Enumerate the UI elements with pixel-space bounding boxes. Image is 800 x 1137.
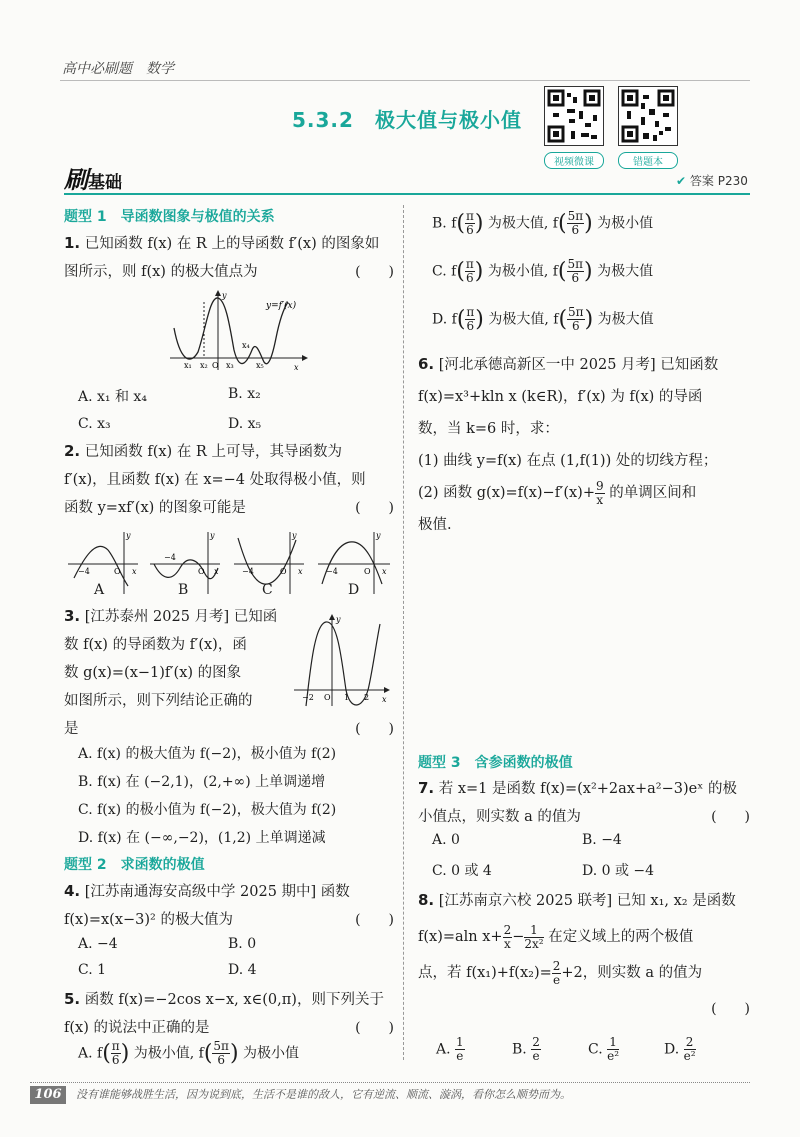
q5-option-c[interactable]: C. f( $\frac{\pi}{6}$ ) 为极小值, f( $\frac{5\pi}{6}$ ) 为极大值	[432, 257, 654, 285]
q1-number: 1.	[64, 234, 81, 252]
q4-option-d[interactable]: D. 4	[228, 962, 257, 978]
q8-line1: [江苏南京六校 2025 联考] 已知 x₁, x₂ 是函数	[438, 893, 736, 909]
q7-option-d[interactable]: D. 0 或 −4	[582, 863, 655, 879]
q2-b-x: x	[214, 567, 219, 576]
q5-c-frac2: $\frac{5\pi}{6}$	[567, 257, 584, 285]
q1-tick-x2: x₂	[200, 361, 208, 370]
q8-line2-pre: f(x)=aln x+	[418, 929, 503, 945]
q2-a-x: x	[132, 567, 137, 576]
q2-a-tick: −4	[78, 567, 90, 576]
q1-options	[78, 386, 388, 432]
q7-line2: 小值点，则实数 a 的值为	[418, 809, 581, 825]
q6-frac: $\frac{9}{x}$	[596, 478, 604, 507]
q2-option-a[interactable]: A	[94, 582, 105, 598]
q5-b-mid: 为极大值, f	[483, 215, 558, 232]
q7-option-a[interactable]: A. 0	[432, 832, 460, 848]
question-7	[418, 774, 750, 831]
topic-1-title: 题型 1 导函数图象与极值的关系	[64, 209, 275, 225]
q2-line3: 函数 y=xf′(x) 的图象可能是	[64, 500, 246, 516]
q2-d-x: x	[382, 567, 387, 576]
q2-graphs	[64, 528, 394, 598]
q5-answer-blank[interactable]: ( )	[355, 1020, 394, 1036]
q2-line1: 已知函数 f(x) 在 R 上可导，其导函数为	[84, 444, 342, 460]
q4-option-b[interactable]: B. 0	[228, 936, 257, 952]
check-icon: ✔	[676, 174, 687, 188]
q5-option-a[interactable]: A. f( $\frac{\pi}{6}$ ) 为极小值, f( $\frac{5\pi}{6}$ ) 为极小值	[78, 1039, 299, 1067]
q3-graph	[292, 614, 392, 708]
qr-wrong-label: 错题本	[618, 152, 678, 169]
answer-ref	[676, 172, 748, 189]
q7-line1: 若 x=1 是函数 f(x)=(x²+2ax+a²−3)eˣ 的极	[438, 781, 737, 797]
q2-answer-blank[interactable]: ( )	[355, 500, 394, 516]
q6-line5-pre: (2) 函数 g(x)=f(x)−f′(x)+	[418, 485, 595, 501]
q5-a-mid: 为极小值, f	[129, 1045, 204, 1062]
q8-option-b[interactable]: B. $\frac{2}{e}$	[512, 1035, 540, 1063]
q8-frac3: $\frac{2}{e}$	[552, 958, 561, 987]
q1-tick-x1: x₁	[184, 361, 192, 370]
q8-line2-mid: −	[512, 929, 525, 945]
q3-tick-1: 1	[344, 693, 350, 702]
q7-option-b[interactable]: B. −4	[582, 832, 622, 848]
q1-option-a[interactable]: A. x₁ 和 x₄	[78, 389, 147, 405]
q3-line1: [江苏泰州 2025 月考] 已知函	[84, 609, 278, 625]
header-divider	[60, 80, 750, 81]
q8-option-c[interactable]: C. $\frac{1}{\text{e²}}$	[588, 1035, 620, 1063]
q1-option-b[interactable]: B. x₂	[228, 386, 261, 402]
q3-tick-neg2: −2	[302, 693, 314, 702]
q5-option-d[interactable]: D. f( $\frac{\pi}{6}$ ) 为极大值, f( $\frac{5\pi}{6}$ ) 为极大值	[432, 305, 654, 333]
qr-code-icon	[618, 86, 678, 146]
q3-line3: 数 g(x)=(x−1)f′(x) 的图象	[64, 665, 242, 681]
q3-tick-2: 2	[364, 693, 370, 702]
q5-d-pre: D. f	[432, 311, 457, 328]
q2-d-o: O	[364, 567, 371, 576]
q2-a-y: y	[126, 531, 131, 540]
q6-answer-area[interactable]	[418, 540, 750, 740]
q3-number: 3.	[64, 607, 81, 625]
q4-option-c[interactable]: C. 1	[78, 962, 107, 978]
qr-video-label: 视频微课	[544, 152, 604, 169]
q1-tick-x4: x₄	[242, 341, 250, 350]
section-banner	[64, 160, 150, 194]
q5-c-pre: C. f	[432, 263, 457, 280]
q5-b-post: 为极小值	[592, 215, 654, 232]
question-2	[64, 437, 394, 522]
q6-line5-post: 的单调区间和	[604, 485, 697, 501]
q4-number: 4.	[64, 882, 81, 900]
qr-wrong[interactable]	[618, 86, 678, 169]
qr-code-icon	[544, 86, 604, 146]
q2-d-y: y	[376, 531, 381, 540]
q4-line1: [江苏南通海安高级中学 2025 期中] 函数	[84, 884, 350, 900]
q2-c-tick: −4	[242, 567, 254, 576]
q3-option-a[interactable]: A. f(x) 的极大值为 f(−2)，极小值为 f(2)	[78, 746, 337, 762]
q2-a-o: O	[114, 567, 121, 576]
q1-tick-x3: x₃	[226, 361, 234, 370]
q5-b-pre: B. f	[432, 215, 457, 232]
q5-c-frac1: $\frac{\pi}{6}$	[465, 257, 474, 285]
footer-rule	[30, 1082, 750, 1083]
q2-b-tick: −4	[164, 553, 176, 562]
q5-option-b[interactable]: B. f( $\frac{\pi}{6}$ ) 为极大值, f( $\frac{5\pi}{6}$ ) 为极小值	[432, 209, 654, 237]
q5-d-frac1: $\frac{\pi}{6}$	[466, 305, 475, 333]
answer-ref-text: 答案 P230	[689, 174, 748, 188]
q1-tick-o: O	[212, 361, 219, 370]
q5-d-post: 为极大值	[593, 311, 654, 328]
q8-option-a[interactable]: A. $\frac{1}{e}$	[436, 1035, 464, 1063]
q2-line2: f′(x)，且函数 f(x) 在 x=−4 处取得极小值，则	[64, 472, 366, 488]
banner-rule	[64, 193, 750, 195]
q6-line3: 数，当 k=6 时，求：	[418, 421, 559, 437]
q8-options	[436, 1036, 746, 1063]
question-1	[64, 229, 394, 286]
q2-c-x: x	[298, 567, 303, 576]
q4-option-a[interactable]: A. −4	[78, 936, 118, 952]
q3-line4: 如图所示，则下列结论正确的	[64, 693, 253, 709]
topic-3-title: 题型 3 含参函数的极值	[418, 755, 573, 771]
q5-line1: 函数 f(x)=−2cos x−x, x∈(0,π)，则下列关于	[84, 992, 384, 1008]
q5-c-post: 为极大值	[592, 263, 654, 280]
q2-c-y: y	[292, 531, 297, 540]
q5-d-mid: 为极大值, f	[483, 311, 559, 328]
q6-line1: [河北承德高新区一中 2025 月考] 已知函数	[438, 357, 719, 373]
footer-motto: 没有谁能够战胜生活，因为说到底，生活不是谁的敌人，它有逆流、顺流、漩涡，看你怎么顺势而为。	[76, 1088, 571, 1101]
q3-tick-o: O	[324, 693, 331, 702]
question-8	[418, 882, 750, 1027]
q5-a-post: 为极小值	[238, 1045, 299, 1062]
q1-line1: 已知函数 f(x) 在 R 上的导函数 f′(x) 的图象如	[84, 236, 380, 252]
q8-line3-pre: 点，若 f(x₁)+f(x₂)=	[418, 965, 552, 981]
q3-line5: 是	[64, 721, 79, 737]
q2-option-d[interactable]: D	[348, 582, 360, 598]
section-title: 5.3.2 极大值与极小值	[292, 108, 522, 132]
column-divider	[403, 205, 404, 1060]
q2-d-tick: −4	[326, 567, 338, 576]
q2-b-o: O	[198, 567, 205, 576]
q5-a-frac1: $\frac{\pi}{6}$	[111, 1039, 120, 1067]
q5-d-frac2: $\frac{5\pi}{6}$	[568, 305, 584, 333]
banner-brush: 刷	[64, 166, 88, 194]
q1-tick-x5: x₅	[256, 361, 264, 370]
q3-answer-blank[interactable]: ( )	[355, 721, 394, 737]
q7-option-c[interactable]: C. 0 或 4	[432, 863, 492, 879]
q5-line2: f(x) 的说法中正确的是	[64, 1020, 210, 1036]
page-number: 106	[30, 1086, 66, 1104]
q8-frac2: $\frac{1}{\text{2x²}}$	[524, 922, 544, 951]
q5-a-pre: A. f	[78, 1045, 103, 1062]
q5-a-frac2: $\frac{5\pi}{6}$	[213, 1039, 229, 1067]
q5-b-frac2: $\frac{5\pi}{6}$	[567, 209, 584, 237]
q2-option-c[interactable]: C	[262, 582, 273, 598]
banner-basic: 基础	[88, 173, 122, 193]
q5-c-mid: 为极小值, f	[483, 263, 558, 280]
question-4	[64, 877, 394, 934]
book-title: 高中必刷题 数学	[62, 61, 174, 77]
topic-2-title: 题型 2 求函数的极值	[64, 857, 205, 873]
q3-option-c[interactable]: C. f(x) 的极小值为 f(−2)，极大值为 f(2)	[78, 802, 337, 818]
q3-option-b[interactable]: B. f(x) 在 (−2,1)，(2,+∞) 上单调递增	[78, 774, 326, 790]
q5-number: 5.	[64, 990, 81, 1008]
q2-b-y: y	[210, 531, 215, 540]
q3-axis-x: x	[382, 695, 387, 704]
q1-answer-blank[interactable]: ( )	[355, 264, 394, 280]
q3-options	[78, 740, 398, 852]
q4-options	[78, 936, 388, 978]
q6-line4: (1) 曲线 y=f(x) 在点 (1,f(1)) 处的切线方程；	[418, 453, 718, 469]
q8-number: 8.	[418, 891, 435, 909]
question-6	[418, 348, 750, 541]
question-5	[64, 985, 394, 1042]
q4-line2: f(x)=x(x−3)² 的极大值为	[64, 912, 233, 928]
q1-line2: 图所示，则 f(x) 的极大值点为	[64, 264, 258, 280]
q1-graph	[168, 288, 310, 372]
q2-option-b[interactable]: B	[178, 582, 189, 598]
q4-answer-blank[interactable]: ( )	[355, 912, 394, 928]
q8-line2-post: 在定义域上的两个极值	[543, 929, 694, 945]
q5-b-frac1: $\frac{\pi}{6}$	[465, 209, 474, 237]
q1-option-c[interactable]: C. x₃	[78, 416, 111, 432]
q8-option-d[interactable]: D. $\frac{2}{\text{e²}}$	[664, 1035, 696, 1063]
q2-number: 2.	[64, 442, 81, 460]
q7-number: 7.	[418, 779, 435, 797]
q3-line2: 数 f(x) 的导函数为 f′(x)，函	[64, 637, 247, 653]
q1-axis-x: x	[294, 363, 299, 372]
q3-axis-y: y	[336, 615, 341, 624]
q7-options	[432, 832, 742, 880]
q8-frac1: $\frac{2}{x}$	[503, 922, 512, 951]
q3-option-d[interactable]: D. f(x) 在 (−∞,−2)，(1,2) 上单调递减	[78, 830, 326, 846]
q8-line3-post: +2，则实数 a 的值为	[561, 965, 703, 981]
q2-c-o: O	[280, 567, 287, 576]
q6-line2: f(x)=x³+kln x (k∈R)，f′(x) 为 f(x) 的导函	[418, 389, 703, 405]
q1-graph-label: y=f′(x)	[266, 301, 297, 311]
q6-line6: 极值.	[418, 517, 452, 533]
qr-video[interactable]	[544, 86, 604, 169]
q7-answer-blank[interactable]: ( )	[711, 809, 750, 825]
q1-axis-y: y	[222, 291, 227, 300]
q8-answer-blank[interactable]: ( )	[711, 1001, 750, 1017]
q6-number: 6.	[418, 355, 435, 373]
q1-option-d[interactable]: D. x₅	[228, 416, 262, 432]
